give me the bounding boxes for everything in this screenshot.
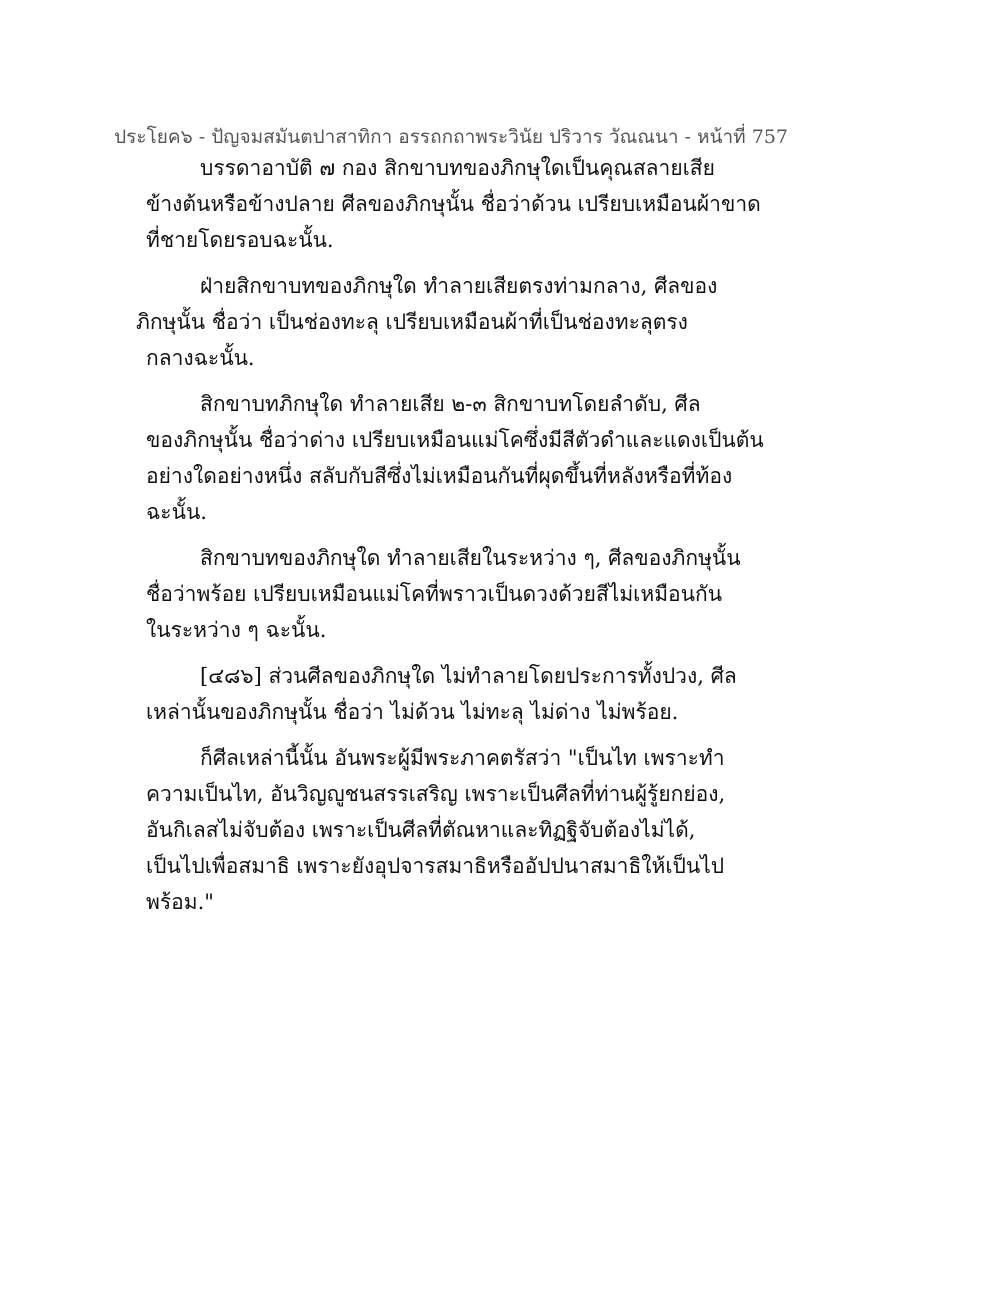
text-line: กลางฉะนั้น. — [146, 346, 255, 370]
paragraph-4 — [146, 540, 741, 648]
paragraph-6 — [146, 740, 726, 920]
text-line: สิกขาบทภิกษุใด ทำลายเสีย ๒-๓ สิกขาบทโดยลำดับ, ศีล — [200, 392, 701, 416]
text-line: ก็ศีลเหล่านี้นั้น อันพระผู้มีพระภาคตรัสว่า "เป็นไท เพราะทำ — [200, 746, 725, 770]
text-line: ชื่อว่าพร้อย เปรียบเหมือนแม่โคที่พราวเป็นดวงด้วยสีไม่เหมือนกัน — [146, 582, 723, 606]
running-header: ประโยค๖ - ปัญจมสมันตปาสาทิกา อรรถกถาพระวินัย ปริวาร วัณณนา - หน้าที่ 757 — [114, 126, 788, 148]
text-line: ของภิกษุนั้น ชื่อว่าด่าง เปรียบเหมือนแม่โคซึ่งมีสีตัวดำและแดงเป็นต้น — [146, 428, 764, 452]
text-line: เป็นไปเพื่อสมาธิ เพราะยังอุปจารสมาธิหรืออัปปนาสมาธิให้เป็นไป — [146, 854, 725, 878]
text-line: ที่ชายโดยรอบฉะนั้น. — [146, 228, 334, 252]
text-line: เหล่านั้นของภิกษุนั้น ชื่อว่า ไม่ด้วน ไม่ทะลุ ไม่ด่าง ไม่พร้อย. — [146, 700, 679, 724]
paragraph-1 — [146, 150, 761, 258]
paragraph-5 — [146, 658, 737, 730]
text-line: ความเป็นไท, อันวิญญูชนสรรเสริญ เพราะเป็นศีลที่ท่านผู้รู้ยกย่อง, — [146, 782, 726, 806]
text-line: ข้างต้นหรือข้างปลาย ศีลของภิกษุนั้น ชื่อว่าด้วน เปรียบเหมือนผ้าขาด — [146, 192, 761, 216]
text-line: อย่างใดอย่างหนึ่ง สลับกับสีซึ่งไม่เหมือนกันที่ผุดขึ้นที่หลังหรือที่ท้อง — [146, 464, 733, 488]
text-line: สิกขาบทของภิกษุใด ทำลายเสียในระหว่าง ๆ, ศีลของภิกษุนั้น — [200, 546, 741, 570]
text-line: ฉะนั้น. — [146, 500, 207, 524]
paragraph-3 — [146, 386, 764, 530]
text-line: พร้อม." — [146, 890, 214, 914]
text-line: อันกิเลสไม่จับต้อง เพราะเป็นศีลที่ตัณหาและทิฏฐิจับต้องไม่ได้, — [146, 818, 696, 842]
body-text — [136, 150, 764, 920]
paragraph-2 — [136, 268, 718, 376]
text-line: ภิกษุนั้น ชื่อว่า เป็นช่องทะลุ เปรียบเหมือนผ้าที่เป็นช่องทะลุตรง — [136, 310, 688, 334]
text-line: บรรดาอาบัติ ๗ กอง สิกขาบทของภิกษุใดเป็นคุณสลายเสีย — [200, 156, 715, 180]
text-line: ฝ่ายสิกขาบทของภิกษุใด ทำลายเสียตรงท่ามกลาง, ศีลของ — [200, 274, 718, 298]
text-line: [๔๘๖] ส่วนศีลของภิกษุใด ไม่ทำลายโดยประการทั้งปวง, ศีล — [200, 664, 737, 688]
text-line: ในระหว่าง ๆ ฉะนั้น. — [146, 618, 327, 642]
